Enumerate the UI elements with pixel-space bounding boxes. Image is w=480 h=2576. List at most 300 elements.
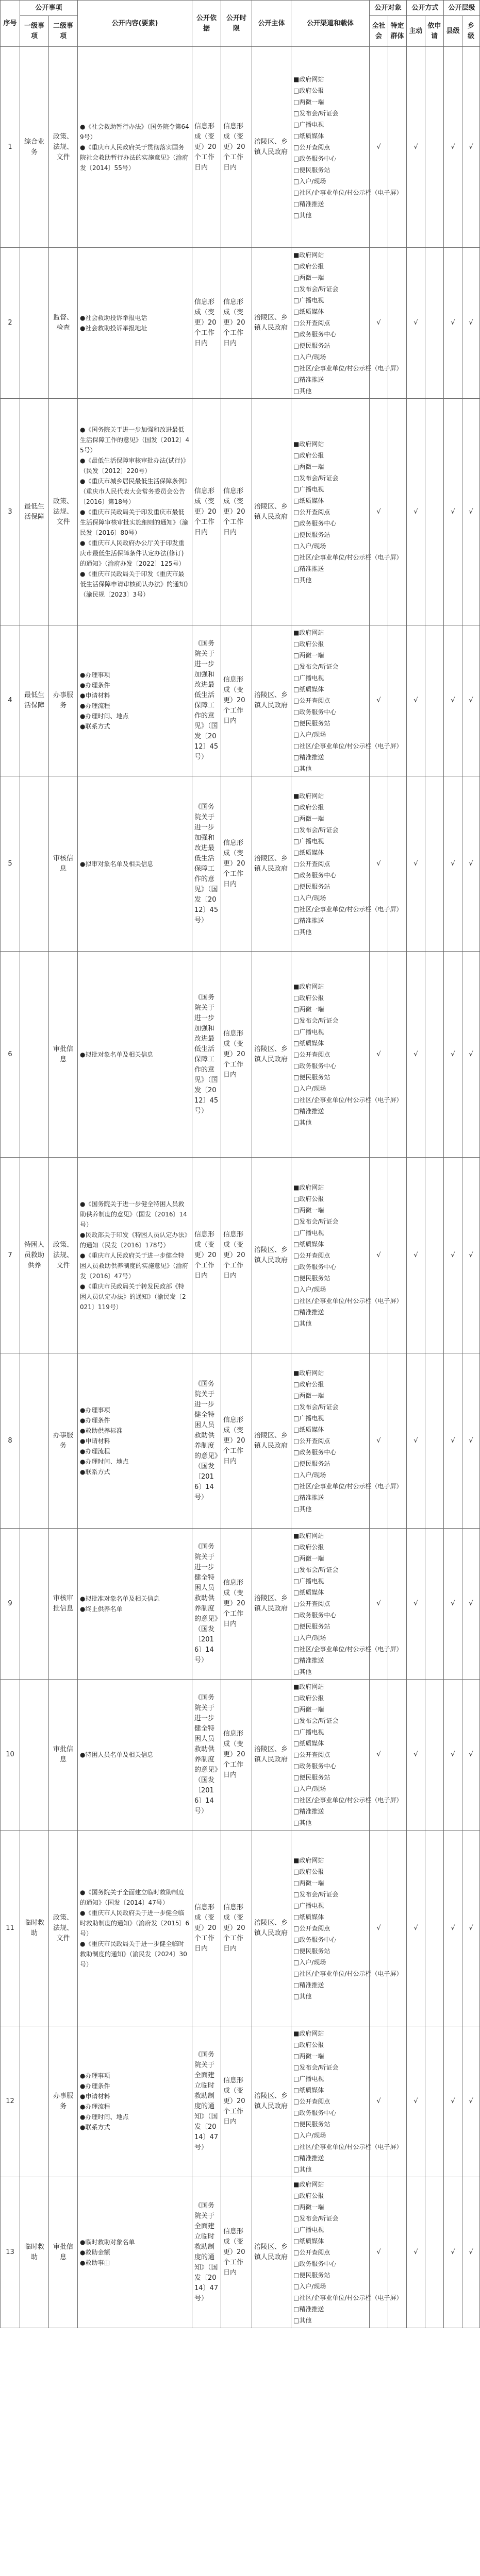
row-number: 9 bbox=[1, 1529, 20, 1680]
channel-option: ■政府网站 bbox=[293, 982, 324, 990]
channel-option: □其他 bbox=[293, 211, 312, 219]
level1-cell bbox=[20, 952, 49, 1158]
check-apply bbox=[425, 776, 444, 952]
content-item: ●拟批对象名单及相关信息 bbox=[80, 1050, 154, 1058]
channel-option: □纸质媒体 bbox=[293, 1426, 324, 1433]
row-number: 11 bbox=[1, 1831, 20, 2026]
check-all: √ bbox=[370, 399, 388, 625]
channel-option: □便民服务站 bbox=[293, 166, 330, 174]
channel-option: □其他 bbox=[293, 387, 312, 395]
table-row bbox=[1, 47, 480, 248]
channel-option: □广播电视 bbox=[293, 1902, 324, 1909]
channels-cell bbox=[291, 625, 403, 776]
check-active: √ bbox=[407, 1680, 425, 1831]
channel-option: □发布会/听证会 bbox=[293, 474, 339, 482]
channels-cell bbox=[291, 1831, 403, 2026]
channel-option: □两微一端 bbox=[293, 815, 324, 822]
level2-cell: 审核审批信息 bbox=[49, 1529, 78, 1680]
channel-option: □公开查阅点 bbox=[293, 1751, 330, 1758]
content-item: ●特困人员名单及相关信息 bbox=[80, 1751, 154, 1758]
channel-option: □两微一端 bbox=[293, 1206, 324, 1214]
channel-option: □公开查阅点 bbox=[293, 697, 330, 704]
channel-option: □两微一端 bbox=[293, 1706, 324, 1713]
channel-option: □公开查阅点 bbox=[293, 1251, 330, 1259]
channel-option: □入户/现场 bbox=[293, 353, 326, 361]
check-all: √ bbox=[370, 1680, 388, 1831]
channel-option: □其他 bbox=[293, 1668, 312, 1675]
table-row bbox=[1, 625, 480, 776]
channel-option: □两微一端 bbox=[293, 652, 324, 659]
channels-cell bbox=[291, 776, 403, 952]
content-item: ●办理流程 bbox=[80, 702, 110, 709]
channel-option: □便民服务站 bbox=[293, 342, 330, 349]
channel-option: ■政府网站 bbox=[293, 1532, 324, 1539]
channel-option: □广播电视 bbox=[293, 1229, 324, 1236]
channel-option: □政务服务中心 bbox=[293, 2260, 337, 2267]
basis-cell: 《国务院关于全面建立临时救助制度的通知》（国发〔2014〕47号） bbox=[192, 2177, 221, 2328]
level2-cell: 政策、法规、文件 bbox=[49, 1831, 78, 2026]
channel-option: □其他 bbox=[293, 1118, 312, 1126]
channel-option: □精准推送 bbox=[293, 200, 324, 208]
check-county: √ bbox=[444, 399, 462, 625]
channel-option: □两微一端 bbox=[293, 98, 324, 106]
level2-cell: 政策、法规、文件 bbox=[49, 399, 78, 625]
header-content: 公开内容(要素) bbox=[78, 1, 192, 47]
channel-option: □入户/现场 bbox=[293, 1471, 326, 1479]
channel-option: □纸质媒体 bbox=[293, 308, 324, 315]
content-item: ●办理事项 bbox=[80, 671, 110, 679]
channel-option: □政府公报 bbox=[293, 451, 324, 459]
check-active: √ bbox=[407, 1529, 425, 1680]
channel-option: □政府公报 bbox=[293, 1380, 324, 1388]
channel-option: □两微一端 bbox=[293, 1555, 324, 1562]
check-town: √ bbox=[462, 1529, 480, 1680]
channel-option: □发布会/听证会 bbox=[293, 2215, 339, 2222]
check-town: √ bbox=[462, 248, 480, 399]
channel-option: □发布会/听证会 bbox=[293, 1717, 339, 1724]
check-all: √ bbox=[370, 1158, 388, 1353]
content-item: ●办理时间、地点 bbox=[80, 713, 129, 720]
channel-option: □两微一端 bbox=[293, 463, 324, 470]
basis-cell: 《国务院关于全面建立临时救助制度的通知》（国发〔2014〕47号） bbox=[192, 2026, 221, 2177]
content-item: ●民政部关于印发《特困人员认定办法》的通知（民发〔2016〕178号） bbox=[80, 1231, 188, 1249]
content-item: ●救助供养标准 bbox=[80, 1427, 123, 1434]
channel-option: □纸质媒体 bbox=[293, 497, 324, 504]
check-apply bbox=[425, 1529, 444, 1680]
channel-option: □政府公报 bbox=[293, 2041, 324, 2048]
header-items-group: 公开事项 bbox=[20, 1, 78, 16]
row-number: 13 bbox=[1, 2177, 20, 2328]
channel-option: □便民服务站 bbox=[293, 1947, 330, 1955]
table-row bbox=[1, 1831, 480, 2026]
content-item: ●《国务院关于进一步加强和改进最低生活保障工作的意见》（国发〔2012〕45号） bbox=[80, 426, 190, 454]
level1-cell bbox=[20, 248, 49, 399]
channel-option: □政府公报 bbox=[293, 1694, 324, 1702]
channel-option: □社区/企事业单位/村公示栏（电子屏） bbox=[293, 1797, 403, 1804]
level2-cell: 审批信息 bbox=[49, 952, 78, 1158]
content-cell bbox=[78, 1680, 192, 1831]
subject-cell: 涪陵区、乡镇人民政府 bbox=[252, 625, 291, 776]
channel-option: □入户/现场 bbox=[293, 731, 326, 738]
channel-option: □入户/现场 bbox=[293, 2283, 326, 2290]
channels-cell bbox=[291, 2026, 403, 2177]
channel-option: □政务服务中心 bbox=[293, 1062, 337, 1070]
level2-cell: 监督、检查 bbox=[49, 248, 78, 399]
content-item: ●《重庆市城乡居民最低生活保障条例》（重庆市人民代表大会常务委员会公告〔2016〕第18号） bbox=[80, 477, 188, 505]
level1-cell bbox=[20, 2026, 49, 2177]
level1-cell bbox=[20, 1353, 49, 1529]
check-all: √ bbox=[370, 2026, 388, 2177]
check-specific bbox=[388, 248, 407, 399]
channels-cell bbox=[291, 47, 403, 248]
channel-option: □公开查阅点 bbox=[293, 1600, 330, 1607]
channel-option: □社区/企事业单位/村公示栏（电子屏） bbox=[293, 553, 403, 561]
basis-cell: 《国务院关于进一步加强和改进最低生活保障工作的意见》（国发〔2012〕45号） bbox=[192, 776, 221, 952]
channel-option: □其他 bbox=[293, 1819, 312, 1826]
channel-option: □两微一端 bbox=[293, 274, 324, 281]
channel-option: □政府公报 bbox=[293, 1544, 324, 1551]
content-item: ●办理条件 bbox=[80, 2082, 110, 2090]
content-item: ●办理条件 bbox=[80, 1416, 110, 1424]
channel-option: □便民服务站 bbox=[293, 1073, 330, 1081]
channel-option: □政务服务中心 bbox=[293, 1263, 337, 1270]
row-number: 3 bbox=[1, 399, 20, 625]
channel-option: □入户/现场 bbox=[293, 2132, 326, 2139]
content-item: ●《重庆市人民政府办公厅关于印发重庆市最低生活保障条件认定办法(修订)的通知》（渝府办发〔2022〕125号） bbox=[80, 539, 185, 567]
basis-cell: 《国务院关于进一步加强和改进最低生活保障工作的意见》（国发〔2012〕45号） bbox=[192, 952, 221, 1158]
check-apply bbox=[425, 1158, 444, 1353]
channel-option: □两微一端 bbox=[293, 2204, 324, 2211]
channel-option: □发布会/听证会 bbox=[293, 826, 339, 834]
channel-option: □政府公报 bbox=[293, 1868, 324, 1875]
check-all: √ bbox=[370, 2177, 388, 2328]
check-county: √ bbox=[444, 1353, 462, 1529]
channel-option: □精准推送 bbox=[293, 1308, 324, 1316]
time-cell: 信息形成（变更）20个工作日内 bbox=[221, 1529, 252, 1680]
table-row bbox=[1, 2177, 480, 2328]
channel-option: □便民服务站 bbox=[293, 883, 330, 890]
basis-cell: 《国务院关于进一步健全特困人员救助供养制度的意见》（国发〔2016〕14号） bbox=[192, 1680, 221, 1831]
content-item: ●《重庆市民政局关于转发民政部《特困人员认定办法》的通知》（渝民发〔2021〕119号） bbox=[80, 1282, 186, 1311]
content-cell bbox=[78, 248, 192, 399]
channel-option: ■政府网站 bbox=[293, 1856, 324, 1864]
check-specific bbox=[388, 1529, 407, 1680]
content-item: ●《最低生活保障审核审批办法(试行)》（民发〔2012〕220号） bbox=[80, 456, 189, 474]
time-cell: 信息形成（变更）20个工作日内 bbox=[221, 2177, 252, 2328]
content-item: ●《重庆市人民政府关于进一步健全临时救助制度的通知》（渝府发〔2015〕6号） bbox=[80, 1909, 190, 1937]
channel-option: □入户/现场 bbox=[293, 1285, 326, 1293]
channel-option: □发布会/听证会 bbox=[293, 109, 339, 117]
channel-option: □入户/现场 bbox=[293, 1084, 326, 1092]
channel-option: □纸质媒体 bbox=[293, 1740, 324, 1747]
channel-option: □纸质媒体 bbox=[293, 1589, 324, 1596]
check-town: √ bbox=[462, 1831, 480, 2026]
check-all: √ bbox=[370, 248, 388, 399]
basis-cell: 信息形成（变更）20个工作日内 bbox=[192, 47, 221, 248]
channel-option: ■政府网站 bbox=[293, 792, 324, 800]
content-item: ●办理事项 bbox=[80, 1406, 110, 1414]
level2-cell: 办事服务 bbox=[49, 1353, 78, 1529]
content-item: ●《国务院关于全面建立临时救助制度的通知》（国发〔2014〕47号） bbox=[80, 1888, 185, 1906]
check-specific bbox=[388, 1353, 407, 1529]
channel-option: □入户/现场 bbox=[293, 1958, 326, 1966]
channel-option: □入户/现场 bbox=[293, 1785, 326, 1792]
content-item: ●《重庆市民政局关于印发《重庆市最低生活保障申请审核确认办法》的通知》（渝民规〔2023〕3号） bbox=[80, 570, 189, 598]
subject-cell: 涪陵区、乡镇人民政府 bbox=[252, 47, 291, 248]
subject-cell: 涪陵区、乡镇人民政府 bbox=[252, 1831, 291, 2026]
channel-option: □广播电视 bbox=[293, 1578, 324, 1585]
check-county: √ bbox=[444, 952, 462, 1158]
channel-option: □入户/现场 bbox=[293, 1634, 326, 1641]
check-apply bbox=[425, 1353, 444, 1529]
channel-option: □便民服务站 bbox=[293, 1774, 330, 1781]
table-row bbox=[1, 248, 480, 399]
channel-option: □社区/企事业单位/村公示栏（电子屏） bbox=[293, 2143, 403, 2150]
channels-cell bbox=[291, 1158, 403, 1353]
check-county: √ bbox=[444, 1158, 462, 1353]
check-specific bbox=[388, 1158, 407, 1353]
content-item: ●申请材料 bbox=[80, 692, 110, 699]
subject-cell: 涪陵区、乡镇人民政府 bbox=[252, 776, 291, 952]
check-specific bbox=[388, 952, 407, 1158]
time-cell: 信息形成（变更）20个工作日内 bbox=[221, 776, 252, 952]
table-row bbox=[1, 776, 480, 952]
level2-cell: 审批信息 bbox=[49, 2177, 78, 2328]
channel-option: □广播电视 bbox=[293, 837, 324, 845]
channel-option: □精准推送 bbox=[293, 376, 324, 383]
channel-option: □其他 bbox=[293, 2317, 312, 2324]
check-specific bbox=[388, 776, 407, 952]
content-item: ●申请材料 bbox=[80, 2093, 110, 2100]
header-level-town: 乡级 bbox=[462, 16, 480, 47]
channel-option: □公开查阅点 bbox=[293, 143, 330, 151]
channel-option: □公开查阅点 bbox=[293, 319, 330, 327]
channel-option: □入户/现场 bbox=[293, 894, 326, 902]
content-item: ●《重庆市民政局关于印发重庆市最低生活保障审核审批实施细则的通知》（渝民发〔2016〕80号） bbox=[80, 508, 189, 536]
check-town: √ bbox=[462, 2026, 480, 2177]
time-cell: 信息形成（变更）20个工作日内 bbox=[221, 625, 252, 776]
channel-option: □政务服务中心 bbox=[293, 1612, 337, 1619]
channel-option: □政府公报 bbox=[293, 803, 324, 811]
content-cell bbox=[78, 625, 192, 776]
channel-option: □其他 bbox=[293, 765, 312, 772]
row-number: 7 bbox=[1, 1158, 20, 1353]
channel-option: □纸质媒体 bbox=[293, 686, 324, 693]
time-cell: 信息形成（变更）20个工作日内 bbox=[221, 248, 252, 399]
channel-option: □发布会/听证会 bbox=[293, 285, 339, 293]
basis-cell: 信息形成（变更）20个工作日内 bbox=[192, 248, 221, 399]
channel-option: □其他 bbox=[293, 576, 312, 584]
check-all: √ bbox=[370, 1831, 388, 2026]
header-channels: 公开渠道和载体 bbox=[291, 1, 370, 47]
channel-option: □两微一端 bbox=[293, 1879, 324, 1887]
check-apply bbox=[425, 2177, 444, 2328]
channel-option: □政务服务中心 bbox=[293, 1448, 337, 1456]
check-town: √ bbox=[462, 1680, 480, 1831]
content-cell bbox=[78, 1831, 192, 2026]
channel-option: ■政府网站 bbox=[293, 2181, 324, 2188]
subject-cell: 涪陵区、乡镇人民政府 bbox=[252, 1353, 291, 1529]
channel-option: □广播电视 bbox=[293, 297, 324, 304]
content-item: ●《重庆市人民政府关于进一步健全特困人员救助供养制度的实施意见》（渝府发〔2016〕47号） bbox=[80, 1251, 189, 1280]
channel-option: □社区/企事业单位/村公示栏（电子屏） bbox=[293, 1482, 403, 1490]
content-item: ●拟审对象名单及相关信息 bbox=[80, 860, 154, 868]
channel-option: □广播电视 bbox=[293, 2075, 324, 2082]
time-cell: 信息形成（变更）20个工作日内 bbox=[221, 399, 252, 625]
header-target-group: 公开对象 bbox=[370, 1, 407, 16]
row-number: 10 bbox=[1, 1680, 20, 1831]
table-row bbox=[1, 1680, 480, 1831]
content-cell bbox=[78, 776, 192, 952]
time-cell: 信息形成（变更）20个工作日内 bbox=[221, 1158, 252, 1353]
basis-cell: 信息形成（变更）20个工作日内 bbox=[192, 1158, 221, 1353]
header-no: 序号 bbox=[1, 1, 20, 47]
channel-option: □政务服务中心 bbox=[293, 2109, 337, 2116]
check-specific bbox=[388, 2026, 407, 2177]
channel-option: □公开查阅点 bbox=[293, 2249, 330, 2256]
check-apply bbox=[425, 1680, 444, 1831]
content-item: ●救助金额 bbox=[80, 2249, 110, 2256]
content-item: ●拟批准对象名单及相关信息 bbox=[80, 1595, 160, 1602]
check-town: √ bbox=[462, 2177, 480, 2328]
check-apply bbox=[425, 248, 444, 399]
subject-cell: 涪陵区、乡镇人民政府 bbox=[252, 2177, 291, 2328]
row-number: 1 bbox=[1, 47, 20, 248]
channel-option: □发布会/听证会 bbox=[293, 1890, 339, 1898]
channel-option: ■政府网站 bbox=[293, 629, 324, 636]
channel-option: □便民服务站 bbox=[293, 1274, 330, 1282]
subject-cell: 涪陵区、乡镇人民政府 bbox=[252, 2026, 291, 2177]
channel-option: □精准推送 bbox=[293, 917, 324, 924]
check-county: √ bbox=[444, 1680, 462, 1831]
content-cell bbox=[78, 952, 192, 1158]
channel-option: □两微一端 bbox=[293, 1392, 324, 1399]
check-active: √ bbox=[407, 2177, 425, 2328]
check-town: √ bbox=[462, 47, 480, 248]
level1-cell: 临时救助 bbox=[20, 2177, 49, 2328]
channel-option: □社区/企事业单位/村公示栏（电子屏） bbox=[293, 1297, 403, 1304]
channels-cell bbox=[291, 1529, 403, 1680]
channel-option: □精准推送 bbox=[293, 1981, 324, 1989]
channel-option: □政府公报 bbox=[293, 994, 324, 1002]
check-specific bbox=[388, 399, 407, 625]
channel-option: ■政府网站 bbox=[293, 75, 324, 83]
channel-option: □广播电视 bbox=[293, 674, 324, 682]
level1-cell: 综合业务 bbox=[20, 47, 49, 248]
check-county: √ bbox=[444, 1831, 462, 2026]
channel-option: □便民服务站 bbox=[293, 1623, 330, 1630]
check-apply bbox=[425, 625, 444, 776]
header-level-county: 县级 bbox=[444, 16, 462, 47]
channel-option: □纸质媒体 bbox=[293, 849, 324, 856]
channel-option: □社区/企事业单位/村公示栏（电子屏） bbox=[293, 2294, 403, 2301]
channel-option: □公开查阅点 bbox=[293, 1050, 330, 1058]
check-specific bbox=[388, 1831, 407, 2026]
channel-option: □便民服务站 bbox=[293, 1460, 330, 1467]
content-cell bbox=[78, 1353, 192, 1529]
check-active: √ bbox=[407, 625, 425, 776]
time-cell: 信息形成（变更）20个工作日内 bbox=[221, 1831, 252, 2026]
content-item: ●《重庆市民政局关于进一步健全临时救助制度的通知》（渝民发〔2024〕30号） bbox=[80, 1940, 187, 1968]
content-cell bbox=[78, 399, 192, 625]
channel-option: □广播电视 bbox=[293, 2226, 324, 2233]
content-item: ●《重庆市人民政府关于贯彻落实国务院社会救助暂行办法的实施意见》（渝府发〔2014〕55号） bbox=[80, 143, 189, 172]
level2-cell: 办事服务 bbox=[49, 2026, 78, 2177]
channel-option: □政务服务中心 bbox=[293, 1762, 337, 1770]
table-row bbox=[1, 1529, 480, 1680]
content-cell bbox=[78, 1158, 192, 1353]
content-item: ●终止供养名单 bbox=[80, 1605, 123, 1613]
row-number: 4 bbox=[1, 625, 20, 776]
check-apply bbox=[425, 47, 444, 248]
level2-cell: 审核信息 bbox=[49, 776, 78, 952]
channel-option: □其他 bbox=[293, 1505, 312, 1513]
basis-cell: 《国务院关于进一步健全特困人员救助供养制度的意见》（国发〔2016〕14号） bbox=[192, 1529, 221, 1680]
channel-option: □政务服务中心 bbox=[293, 1936, 337, 1943]
channel-option: □政务服务中心 bbox=[293, 708, 337, 716]
check-town: √ bbox=[462, 952, 480, 1158]
basis-cell: 信息形成（变更）20个工作日内 bbox=[192, 1831, 221, 2026]
channel-option: □精准推送 bbox=[293, 565, 324, 572]
channel-option: □精准推送 bbox=[293, 754, 324, 761]
channel-option: □政务服务中心 bbox=[293, 155, 337, 162]
channels-cell bbox=[291, 1680, 403, 1831]
channel-option: □公开查阅点 bbox=[293, 1437, 330, 1445]
content-cell bbox=[78, 2177, 192, 2328]
subject-cell: 涪陵区、乡镇人民政府 bbox=[252, 1529, 291, 1680]
subject-cell: 涪陵区、乡镇人民政府 bbox=[252, 952, 291, 1158]
channel-option: □纸质媒体 bbox=[293, 132, 324, 140]
level1-cell: 最低生活保障 bbox=[20, 399, 49, 625]
time-cell: 信息形成（变更）20个工作日内 bbox=[221, 47, 252, 248]
channel-option: □便民服务站 bbox=[293, 2272, 330, 2279]
level1-cell: 特困人员救助供养 bbox=[20, 1158, 49, 1353]
content-item: ●办理流程 bbox=[80, 1447, 110, 1455]
channel-option: □其他 bbox=[293, 1319, 312, 1327]
time-cell: 信息形成（变更）20个工作日内 bbox=[221, 1353, 252, 1529]
row-number: 8 bbox=[1, 1353, 20, 1529]
table-row bbox=[1, 1353, 480, 1529]
check-active: √ bbox=[407, 1353, 425, 1529]
level1-cell bbox=[20, 776, 49, 952]
row-number: 12 bbox=[1, 2026, 20, 2177]
channel-option: □发布会/听证会 bbox=[293, 1016, 339, 1024]
channels-cell bbox=[291, 399, 403, 625]
check-county: √ bbox=[444, 2026, 462, 2177]
channel-option: □广播电视 bbox=[293, 1028, 324, 1036]
check-active: √ bbox=[407, 2026, 425, 2177]
content-item: ●办理条件 bbox=[80, 682, 110, 689]
check-active: √ bbox=[407, 47, 425, 248]
content-item: ●办理时间、地点 bbox=[80, 2113, 129, 2121]
channel-option: □精准推送 bbox=[293, 2155, 324, 2162]
check-specific bbox=[388, 625, 407, 776]
channel-option: □精准推送 bbox=[293, 1494, 324, 1501]
check-county: √ bbox=[444, 625, 462, 776]
header-target-all: 全社会 bbox=[370, 16, 388, 47]
channel-option: □便民服务站 bbox=[293, 531, 330, 538]
header-level1: 一级事项 bbox=[20, 16, 49, 47]
content-item: ●办理事项 bbox=[80, 2072, 110, 2079]
check-apply bbox=[425, 1831, 444, 2026]
channel-option: □两微一端 bbox=[293, 1005, 324, 1013]
check-county: √ bbox=[444, 248, 462, 399]
content-item: ●《国务院关于进一步健全特困人员救助供养制度的意见》（国发〔2016〕14号） bbox=[80, 1200, 187, 1228]
header-mode-active: 主动 bbox=[407, 16, 425, 47]
check-county: √ bbox=[444, 776, 462, 952]
level2-cell: 办事服务 bbox=[49, 625, 78, 776]
row-number: 5 bbox=[1, 776, 20, 952]
